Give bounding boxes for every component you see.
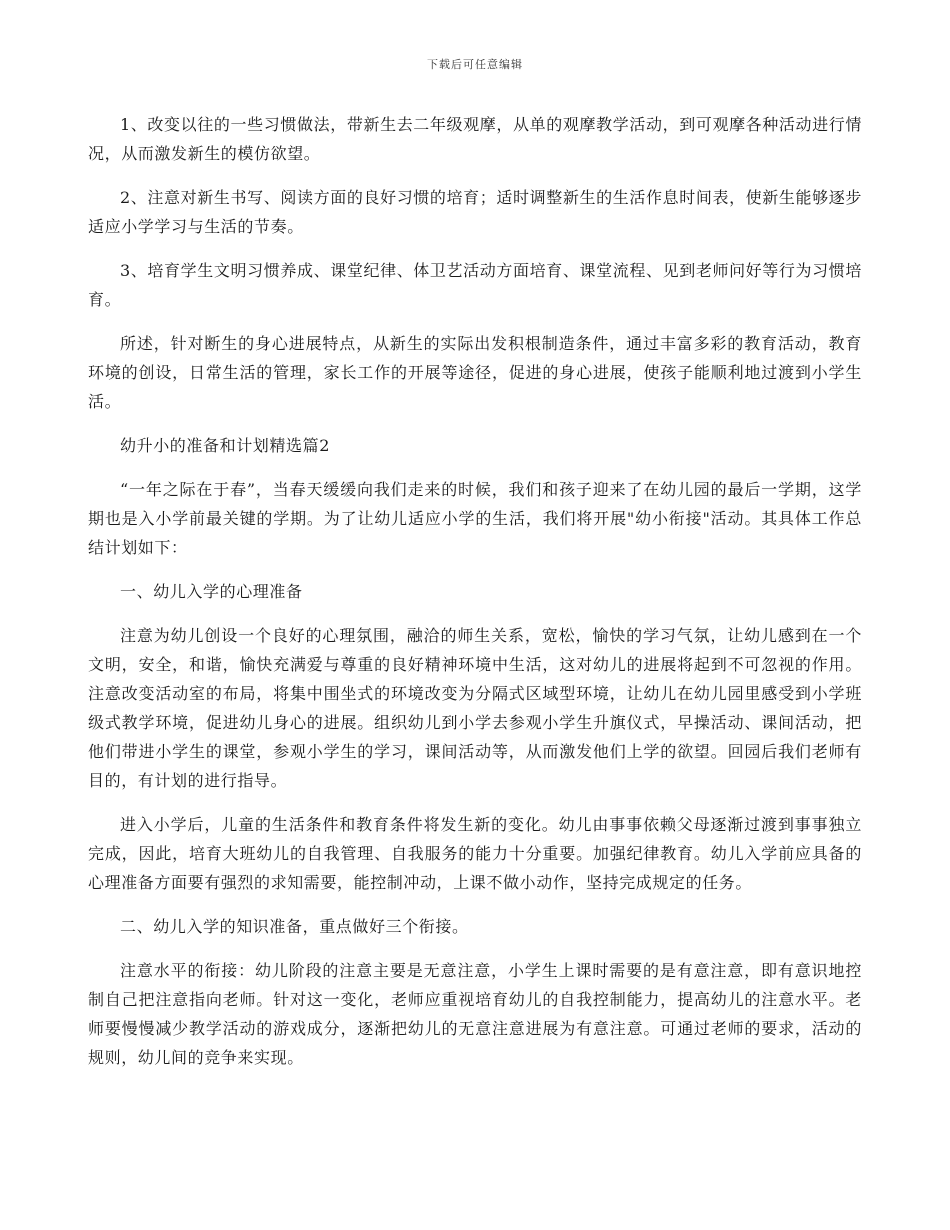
heading-knowledge-prep: 二、幼儿入学的知识准备，重点做好三个衔接。 (120, 917, 469, 936)
document-body (88, 110, 862, 1087)
paragraph-summary: 所述，针对断生的身心进展特点，从新生的实际出发积根制造条件，通过丰富多彩的教育活动，教育环境的创设，日常生活的管理，家长工作的开展等途径，促进的身心进展，使孩子能顺利地过渡到小学生活。 (88, 334, 862, 411)
paragraph-intro: “一年之际在于春”，当春天缓缓向我们走来的时候，我们和孩子迎来了在幼儿园的最后一学期，这学期也是入小学前最关键的学期。为了让幼儿适应小学的生活，我们将开展"幼小衔接"活动。其具体工作总结计划如下： (88, 480, 862, 557)
paragraph-attention: 注意水平的衔接：幼儿阶段的注意主要是无意注意，小学生上课时需要的是有意注意，即有意识地控制自己把注意指向老师。针对这一变化，老师应重视培育幼儿的自我控制能力，提高幼儿的注意水平。老师要慢慢减少教学活动的游戏成分，逐渐把幼儿的无意注意进展为有意注意。可通过老师的要求，活动的规则，幼儿间的竞争来实现。 (88, 961, 862, 1067)
paragraph-1: 1、改变以往的一些习惯做法，带新生去二年级观摩，从单的观摩教学活动，到可观摩各种活动进行情况，从而激发新生的模仿欲望。 (88, 115, 862, 163)
paragraph-2: 2、注意对新生书写、阅读方面的良好习惯的培育；适时调整新生的生活作息时间表，使新生能够逐步适应小学学习与生活的节奏。 (88, 188, 862, 236)
paragraph-3: 3、培育学生文明习惯养成、课堂纪律、体卫艺活动方面培育、课堂流程、见到老师问好等行为习惯培育。 (88, 261, 862, 309)
paragraph-psychological-1: 注意为幼儿创设一个良好的心理氛围，融洽的师生关系，宽松，愉快的学习气氛，让幼儿感到在一个文明，安全，和谐，愉快充满爱与尊重的良好精神环境中生活，这对幼儿的进展将起到不可忽视的作用。注意改变活动室的布局，将集中围坐式的环境改变为分隔式区域型环境，让幼儿在幼儿园里感受到小学班级式教学环境，促进幼儿身心的进展。组织幼儿到小学去参观小学生升旗仪式，早操活动、课间活动，把他们带进小学生的课堂，参观小学生的学习，课间活动等，从而激发他们上学的欲望。回园后我们老师有目的，有计划的进行指导。 (88, 626, 862, 790)
heading-psychological-prep: 一、幼儿入学的心理准备 (120, 582, 303, 601)
section-title: 幼升小的准备和计划精选篇2 (120, 436, 330, 455)
page-header: 下载后可任意编辑 (427, 58, 523, 71)
paragraph-psychological-2: 进入小学后，儿童的生活条件和教育条件将发生新的变化。幼儿由事事依赖父母逐渐过渡到事事独立完成，因此，培育大班幼儿的自我管理、自我服务的能力十分重要。加强纪律教育。幼儿入学前应具备的心理准备方面要有强烈的求知需要，能控制冲动，上课不做小动作，坚持完成规定的任务。 (88, 815, 862, 892)
